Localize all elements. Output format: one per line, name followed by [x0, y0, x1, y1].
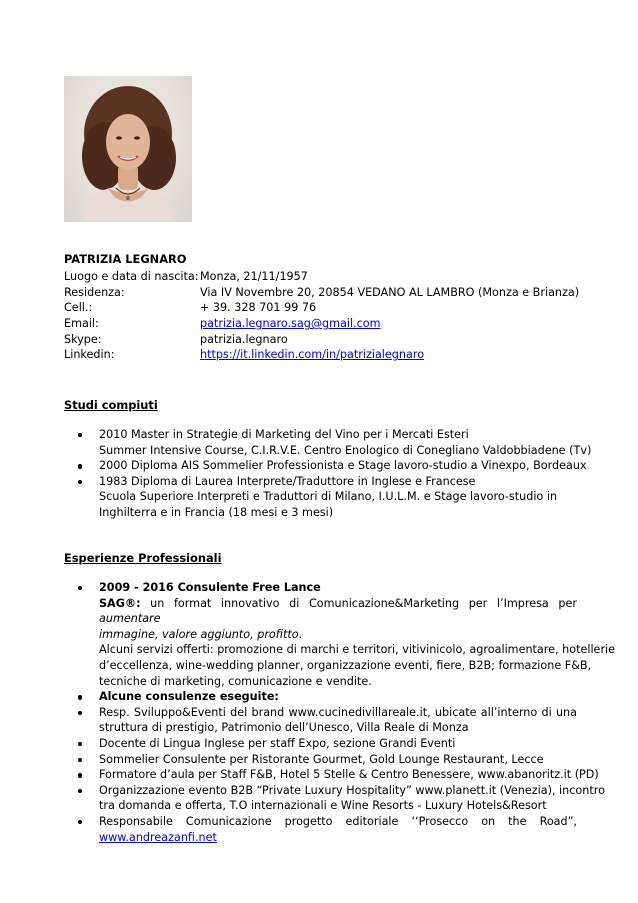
item-line: 2010 Master in Strategie di Marketing del Vino per i Mercati Esteri — [99, 428, 469, 441]
list-item — [0, 458, 591, 474]
item-line: Summer Intensive Course, C.I.R.V.E. Centro Enologico di Conegliano Valdobbiadene (Tv) — [99, 443, 592, 457]
item-line: Resp. Sviluppo&Eventi del brand www.cucinedivillareale.it, ubicate all’interno di una — [99, 705, 577, 719]
sag-italic-2: immagine, valore aggiunto, profitto — [99, 627, 299, 641]
andreazanfi-link[interactable]: www.andreazanfi.net — [99, 830, 217, 844]
item-line: 2000 Diploma AIS Sommelier Professionista e Stage lavoro-studio a Vinexpo, Bordeaux — [99, 459, 587, 473]
info-label: Skype: — [64, 332, 102, 346]
sag-text: un format innovativo di Comunicazione&Marketing per l’Impresa per — [140, 596, 577, 610]
studies-section-title: Studi compiuti — [64, 398, 158, 412]
bullet-icon — [78, 464, 82, 468]
info-value: patrizia.legnaro — [200, 332, 288, 346]
services-line: tecniche di marketing, comunicazione e vendite. — [99, 674, 372, 688]
item-line: struttura di prestigio, Patrimonio dell’Unesco, Villa Reale di Monza — [99, 721, 469, 735]
list-item — [0, 689, 615, 705]
bullet-icon — [78, 820, 82, 824]
list-item — [0, 767, 615, 783]
linkedin-link[interactable]: https://it.linkedin.com/in/patrizialegnaro — [200, 348, 425, 362]
bullet-icon — [78, 773, 82, 777]
item-line: Formatore d’aula per Staff F&B, Hotel 5 Stelle & Centro Benessere, www.abanoritz.it (PD) — [99, 768, 599, 782]
list-item — [0, 427, 591, 458]
info-value: Via IV Novembre 20, 20854 VEDANO AL LAMBRO (Monza e Brianza) — [200, 285, 580, 299]
info-label: Linkedin: — [64, 348, 115, 362]
studies-list — [0, 427, 591, 521]
list-item — [0, 752, 615, 768]
info-value: + 39. 328 701 99 76 — [200, 301, 317, 315]
info-label: Email: — [64, 317, 99, 331]
info-label: Luogo e data di nascita: — [64, 270, 199, 283]
info-label: Cell.: — [64, 301, 93, 315]
info-label: Residenza: — [64, 285, 125, 299]
services-line: d’eccellenza, wine-wedding planner, organizzazione eventi, fiere, B2B; formazione F&B, — [99, 658, 592, 672]
info-value: Monza, 21/11/1957 — [200, 270, 308, 283]
list-item — [0, 783, 615, 814]
item-line: Organizzazione evento B2B “Private Luxury Hospitality” www.planett.it (Venezia), incontro — [99, 783, 605, 797]
sag-label: SAG®: — [99, 596, 141, 610]
item-line: Inghilterra e in Francia (18 mesi e 3 mesi) — [99, 505, 334, 519]
person-name: PATRIZIA LEGNARO — [64, 252, 187, 266]
experience-section-title: Esperienze Professionali — [64, 551, 222, 565]
bullet-icon — [78, 711, 82, 715]
bullet-icon — [78, 789, 82, 793]
sag-italic: aumentare — [99, 612, 161, 626]
email-link[interactable]: patrizia.legnaro.sag@gmail.com — [200, 317, 381, 331]
bullet-icon — [78, 433, 82, 437]
bullet-icon — [78, 742, 82, 746]
item-line: Sommelier Consulente per Ristorante Gourmet, Gold Lounge Restaurant, Lecce — [99, 752, 544, 766]
sag-description — [99, 596, 577, 627]
list-item — [0, 736, 615, 752]
list-item — [0, 705, 615, 736]
bullet-icon — [78, 480, 82, 484]
item-line: Scuola Superiore Interpreti e Traduttori di Milano, I.U.L.M. e Stage lavoro-studio in — [99, 490, 558, 504]
job-heading: 2009 - 2016 Consulente Free Lance — [99, 581, 321, 594]
item-line: Responsabile Comunicazione progetto editoriale ‘‘Prosecco on the Road”, — [99, 814, 577, 828]
list-item — [0, 580, 615, 689]
item-line: tra domanda e offerta, T.O internazionali e Wine Resorts - Luxury Hotels&Resort — [99, 799, 547, 813]
sag-description-end — [99, 627, 615, 643]
bullet-icon — [78, 758, 82, 762]
bullet-icon — [78, 695, 82, 699]
services-line: Alcuni servizi offerti: promozione di marchi e territori, vitivinicolo, agroalimentare, hotellerie — [99, 643, 616, 657]
item-line: Docente di Lingua Inglese per staff Expo, sezione Grandi Eventi — [99, 736, 456, 750]
experience-list — [0, 580, 615, 845]
list-item — [0, 814, 615, 845]
consulting-title: Alcune consulenze eseguite: — [99, 690, 279, 704]
profile-photo — [64, 76, 192, 222]
sag-end: . — [298, 627, 303, 641]
bullet-icon — [78, 586, 82, 590]
list-item — [0, 474, 591, 521]
item-line: 1983 Diploma di Laurea Interprete/Traduttore in Inglese e Francese — [99, 474, 476, 488]
